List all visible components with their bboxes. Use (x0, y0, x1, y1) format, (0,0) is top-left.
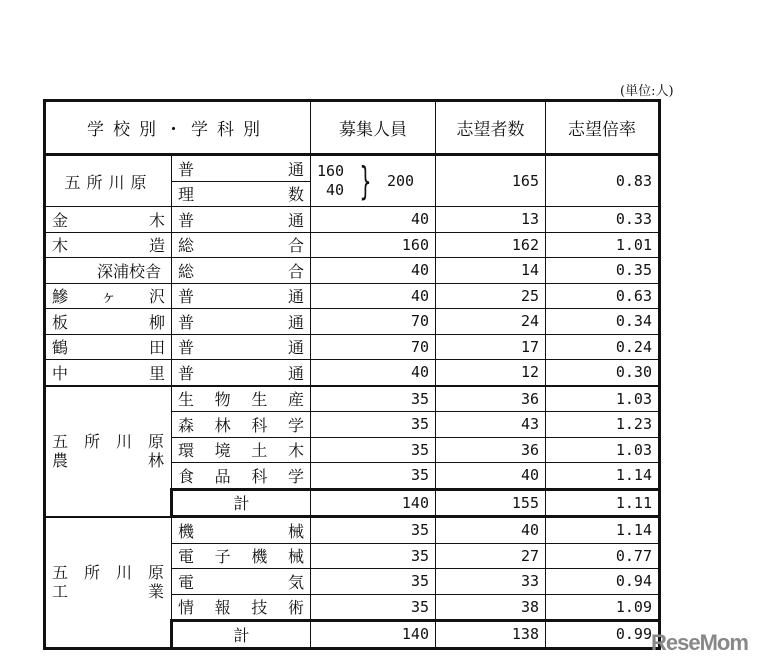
capacity-cell: 35 (311, 437, 436, 463)
capacity-cell: 35 (311, 569, 436, 595)
applicants-cell: 165 (436, 155, 546, 207)
table-row (45, 207, 660, 233)
subject-name: 普通 (172, 360, 311, 386)
ratio-cell: 0.24 (546, 334, 660, 360)
subject-name: 森林科学 (172, 412, 311, 438)
subject-name: 総合 (172, 258, 311, 284)
subject-name: 環境土木 (172, 437, 311, 463)
applicants-cell: 162 (436, 232, 546, 258)
ratio-cell: 1.14 (546, 463, 660, 490)
applicants-cell: 36 (436, 437, 546, 463)
total-label: 計 (172, 621, 311, 649)
capacity-cell: 160 (311, 232, 436, 258)
ratio-cell: 0.77 (546, 543, 660, 569)
subject-name: 普通 (172, 283, 311, 309)
total-label: 計 (172, 489, 311, 517)
ratio-cell: 0.94 (546, 569, 660, 595)
capacity-cell (311, 155, 436, 207)
capacity-futsu: 160 (317, 162, 345, 180)
capacity-cell: 35 (311, 517, 436, 544)
ratio-cell: 0.30 (546, 360, 660, 386)
ratio-cell: 1.01 (546, 232, 660, 258)
header-capacity: 募集人員 (311, 101, 436, 155)
school-name-line1: 五所川原 (52, 563, 164, 582)
ratio-cell: 1.03 (546, 437, 660, 463)
applicants-cell: 40 (436, 517, 546, 544)
capacity-cell: 35 (311, 412, 436, 438)
capacity-cell: 40 (311, 283, 436, 309)
subject-name: 普通 (172, 207, 311, 233)
school-name: 板柳 (45, 309, 172, 335)
capacity-cell: 40 (311, 207, 436, 233)
ratio-cell: 1.14 (546, 517, 660, 544)
ratio-cell: 0.33 (546, 207, 660, 233)
subject-name: 普通 (172, 334, 311, 360)
applicants-cell: 27 (436, 543, 546, 569)
subject-name: 総合 (172, 232, 311, 258)
table-row (45, 258, 660, 284)
applicants-cell: 38 (436, 594, 546, 621)
ratio-cell: 0.35 (546, 258, 660, 284)
capacity-cell: 35 (311, 543, 436, 569)
subject-name: 生物生産 (172, 386, 311, 412)
table-row (45, 517, 660, 544)
ratio-cell: 1.09 (546, 594, 660, 621)
ratio-cell: 0.34 (546, 309, 660, 335)
table-row (45, 309, 660, 335)
table-row (45, 232, 660, 258)
header-row (45, 101, 660, 155)
applicants-cell: 33 (436, 569, 546, 595)
subject-name: 機械 (172, 517, 311, 544)
table-row (45, 283, 660, 309)
capacity-risu: 40 (326, 181, 345, 199)
applicants-cell: 13 (436, 207, 546, 233)
applicants-cell: 138 (436, 621, 546, 649)
subject-name: 食品科学 (172, 463, 311, 490)
capacity-cell: 140 (311, 489, 436, 517)
school-name (45, 386, 172, 517)
school-name-line2: 農林 (52, 451, 164, 470)
school-name-line1: 五所川原 (52, 432, 164, 451)
applicants-cell: 25 (436, 283, 546, 309)
table-row (45, 155, 660, 182)
ratio-cell: 1.03 (546, 386, 660, 412)
capacity-cell: 35 (311, 463, 436, 490)
subject-name: 電気 (172, 569, 311, 595)
applicants-cell: 14 (436, 258, 546, 284)
school-name: 鶴田 (45, 334, 172, 360)
school-name: 中里 (45, 360, 172, 386)
subject-name: 情報技術 (172, 594, 311, 621)
capacity-cell: 140 (311, 621, 436, 649)
capacity-cell: 35 (311, 594, 436, 621)
ratio-cell: 0.63 (546, 283, 660, 309)
school-name: 金木 (45, 207, 172, 233)
ratio-cell: 0.83 (546, 155, 660, 207)
school-name: 木造 (45, 232, 172, 258)
applicants-cell: 43 (436, 412, 546, 438)
school-name: 五所川原 (45, 155, 172, 207)
brace-icon: } (359, 159, 372, 203)
capacity-cell: 40 (311, 258, 436, 284)
header-applicants: 志望者数 (436, 101, 546, 155)
capacity-cell: 70 (311, 309, 436, 335)
school-name (45, 517, 172, 649)
subject-name: 普通 (172, 155, 311, 182)
subject-name: 普通 (172, 309, 311, 335)
capacity-cell: 35 (311, 386, 436, 412)
table-row (45, 360, 660, 386)
resemom-watermark: ReseMom (651, 630, 748, 655)
applicants-cell: 36 (436, 386, 546, 412)
subject-name: 理数 (172, 181, 311, 207)
capacity-cell: 70 (311, 334, 436, 360)
header-ratio: 志望倍率 (546, 101, 660, 155)
table-row (45, 334, 660, 360)
table-row (45, 386, 660, 412)
school-name: 鰺ヶ沢 (45, 283, 172, 309)
school-name-line2: 工業 (52, 582, 164, 601)
applicants-cell: 24 (436, 309, 546, 335)
capacity-total: 200 (386, 172, 415, 190)
subject-name: 電子機械 (172, 543, 311, 569)
header-category: 学校別・学科別 (45, 101, 311, 155)
ratio-cell: 1.23 (546, 412, 660, 438)
applicants-cell: 17 (436, 334, 546, 360)
applicants-cell: 155 (436, 489, 546, 517)
applicants-cell: 40 (436, 463, 546, 490)
unit-label: (単位:人) (620, 84, 674, 99)
school-name: 深浦校舎 (45, 258, 172, 284)
applicants-cell: 12 (436, 360, 546, 386)
applicant-table (43, 99, 661, 650)
ratio-cell: 1.11 (546, 489, 660, 517)
capacity-cell: 40 (311, 360, 436, 386)
ratio-cell: 0.99 (546, 621, 660, 649)
